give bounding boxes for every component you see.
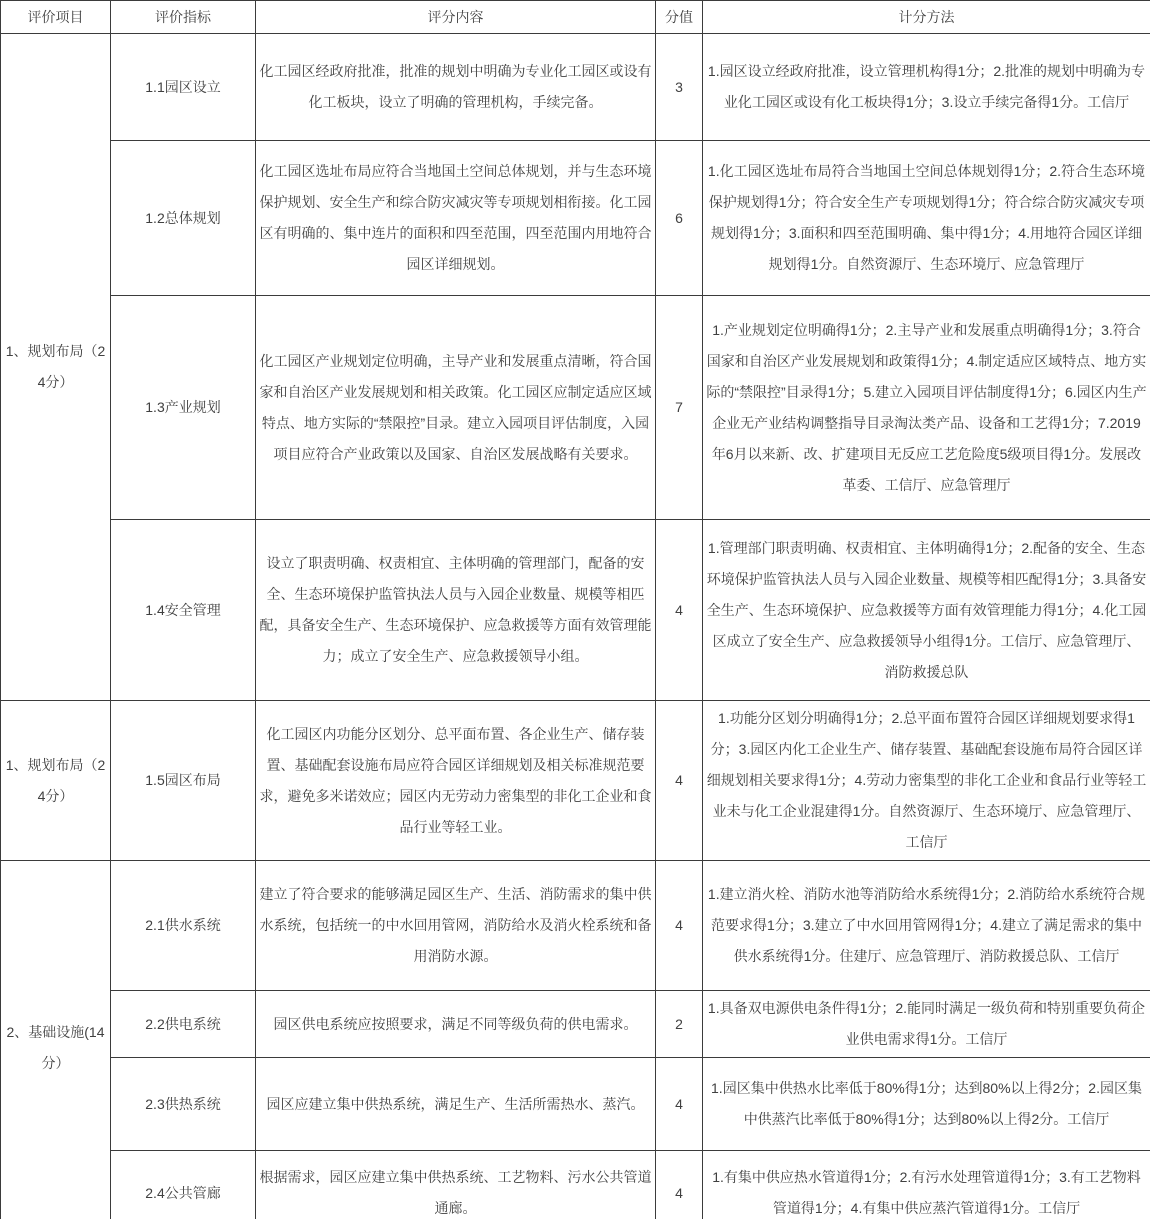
indicator-cell: 2.3供热系统	[111, 1058, 256, 1151]
content-cell: 化工园区经政府批准，批准的规划中明确为专业化工园区或设有化工板块，设立了明确的管理机构，手续完备。	[256, 34, 656, 141]
score-cell: 4	[656, 861, 703, 991]
table-row	[1, 34, 1150, 141]
content-cell: 化工园区内功能分区划分、总平面布置、各企业生产、储存装置、基础配套设施布局应符合园区详细规划及相关标准规范要求，避免多米诺效应；园区内无劳动力密集型的非化工企业和食品行业等轻工业。	[256, 701, 656, 861]
content-cell: 化工园区选址布局应符合当地国土空间总体规划，并与生态环境保护规划、安全生产和综合防灾减灾等专项规划相衔接。化工园区有明确的、集中连片的面积和四至范围，四至范围内用地符合园区详细规划。	[256, 141, 656, 296]
table-row	[1, 520, 1150, 701]
header-method: 计分方法	[703, 1, 1150, 34]
score-cell: 6	[656, 141, 703, 296]
table-row	[1, 861, 1150, 991]
indicator-cell: 2.2供电系统	[111, 991, 256, 1058]
table-row	[1, 1151, 1150, 1219]
header-content: 评分内容	[256, 1, 656, 34]
score-cell: 4	[656, 1151, 703, 1219]
method-cell: 1.园区集中供热水比率低于80%得1分；达到80%以上得2分；2.园区集中供蒸汽比率低于80%得1分；达到80%以上得2分。工信厅	[703, 1058, 1150, 1151]
header-project: 评价项目	[1, 1, 111, 34]
indicator-cell: 2.4公共管廊	[111, 1151, 256, 1219]
indicator-cell: 1.4安全管理	[111, 520, 256, 701]
method-cell: 1.管理部门职责明确、权责相宜、主体明确得1分；2.配备的安全、生态环境保护监管执法人员与入园企业数量、规模等相匹配得1分；3.具备安全生产、生态环境保护、应急救援等方面有效管理能力得1分；4.化工园区成立了安全生产、应急救援领导小组得1分。工信厅、应急管理厅、消防救援总队	[703, 520, 1150, 701]
content-cell: 根据需求，园区应建立集中供热系统、工艺物料、污水公共管道通廊。	[256, 1151, 656, 1219]
score-cell: 4	[656, 520, 703, 701]
content-cell: 化工园区产业规划定位明确，主导产业和发展重点清晰，符合国家和自治区产业发展规划和相关政策。化工园区应制定适应区域特点、地方实际的“禁限控”目录。建立入园项目评估制度，入园项目应符合产业政策以及国家、自治区发展战略有关要求。	[256, 296, 656, 520]
method-cell: 1.园区设立经政府批准，设立管理机构得1分；2.批准的规划中明确为专业化工园区或设有化工板块得1分；3.设立手续完备得1分。工信厅	[703, 34, 1150, 141]
table-row	[1, 296, 1150, 520]
table-row	[1, 991, 1150, 1058]
content-cell: 园区应建立集中供热系统，满足生产、生活所需热水、蒸汽。	[256, 1058, 656, 1151]
header-indicator: 评价指标	[111, 1, 256, 34]
project-cell: 2、基础设施(14分）	[1, 861, 111, 1219]
indicator-cell: 2.1供水系统	[111, 861, 256, 991]
header-row	[1, 1, 1150, 34]
indicator-cell: 1.5园区布局	[111, 701, 256, 861]
table-row	[1, 1058, 1150, 1151]
method-cell: 1.化工园区选址布局符合当地国土空间总体规划得1分；2.符合生态环境保护规划得1分；符合安全生产专项规划得1分；符合综合防灾减灾专项规划得1分；3.面积和四至范围明确、集中得1分；4.用地符合园区详细规划得1分。自然资源厅、生态环境厅、应急管理厅	[703, 141, 1150, 296]
project-cell: 1、规划布局（24分）	[1, 701, 111, 861]
table-row	[1, 141, 1150, 296]
score-cell: 4	[656, 1058, 703, 1151]
method-cell: 1.功能分区划分明确得1分；2.总平面布置符合园区详细规划要求得1分；3.园区内化工企业生产、储存装置、基础配套设施布局符合园区详细规划相关要求得1分；4.劳动力密集型的非化工企业和食品行业等轻工业未与化工企业混建得1分。自然资源厅、生态环境厅、应急管理厅、工信厅	[703, 701, 1150, 861]
method-cell: 1.产业规划定位明确得1分；2.主导产业和发展重点明确得1分；3.符合国家和自治区产业发展规划和政策得1分；4.制定适应区域特点、地方实际的“禁限控”目录得1分；5.建立入园项目评估制度得1分；6.园区内生产企业无产业结构调整指导目录淘汰类产品、设备和工艺得1分；7.2019年6月以来新、改、扩建项目无反应工艺危险度5级项目得1分。发展改革委、工信厅、应急管理厅	[703, 296, 1150, 520]
project-cell: 1、规划布局（24分）	[1, 34, 111, 701]
score-cell: 4	[656, 701, 703, 861]
header-score: 分值	[656, 1, 703, 34]
score-cell: 2	[656, 991, 703, 1058]
content-cell: 设立了职责明确、权责相宜、主体明确的管理部门，配备的安全、生态环境保护监管执法人员与入园企业数量、规模等相匹配，具备安全生产、生态环境保护、应急救援等方面有效管理能力；成立了安全生产、应急救援领导小组。	[256, 520, 656, 701]
indicator-cell: 1.1园区设立	[111, 34, 256, 141]
content-cell: 园区供电系统应按照要求，满足不同等级负荷的供电需求。	[256, 991, 656, 1058]
indicator-cell: 1.2总体规划	[111, 141, 256, 296]
score-cell: 3	[656, 34, 703, 141]
score-cell: 7	[656, 296, 703, 520]
table-row	[1, 701, 1150, 861]
method-cell: 1.有集中供应热水管道得1分；2.有污水处理管道得1分；3.有工艺物料管道得1分；4.有集中供应蒸汽管道得1分。工信厅	[703, 1151, 1150, 1219]
method-cell: 1.建立消火栓、消防水池等消防给水系统得1分；2.消防给水系统符合规范要求得1分；3.建立了中水回用管网得1分；4.建立了满足需求的集中供水系统得1分。住建厅、应急管理厅、消防救援总队、工信厅	[703, 861, 1150, 991]
method-cell: 1.具备双电源供电条件得1分；2.能同时满足一级负荷和特别重要负荷企业供电需求得1分。工信厅	[703, 991, 1150, 1058]
content-cell: 建立了符合要求的能够满足园区生产、生活、消防需求的集中供水系统，包括统一的中水回用管网，消防给水及消火栓系统和备用消防水源。	[256, 861, 656, 991]
indicator-cell: 1.3产业规划	[111, 296, 256, 520]
